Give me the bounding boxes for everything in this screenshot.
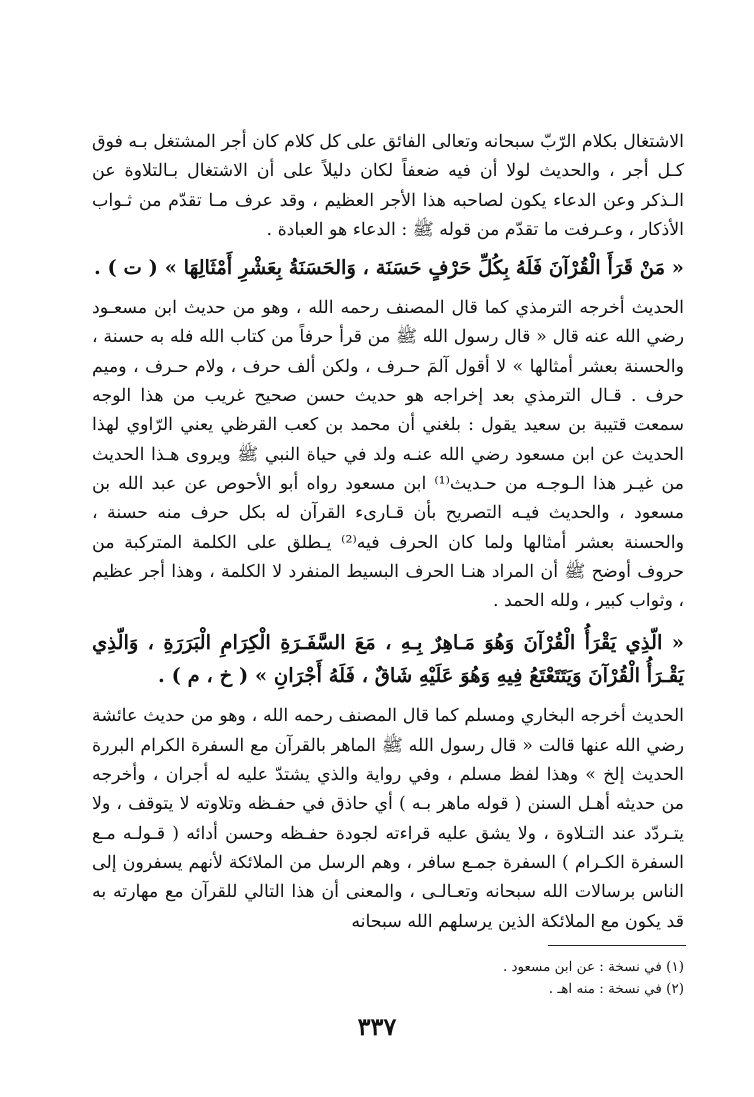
paragraph-3: الحديث أخرجه البخاري ومسلم كما قال المصنف رحمه الله ، وهو من حديث عائشة رضي الله عنها قالت « قال رسول الله ﷺ الماهر بالقرآن مع السفرة الكرام البررة الحديث إلخ » وهذا لفظ مسلم ، وفي رواية والذي يشتدّ عليه له أجران ، وأخرجه من حديثه أهـل السنن ( قوله ماهر بـه ) أي حاذق في حفـظه وتلاوته لا يتوقف ، ولا يتـردّد عند التـلاوة ، ولا يشق عليه قراءته لجودة حفـظه وحسن أدائه ( قـولـه مـع السفرة الكـرام ) السفرة جمـع سافر ، وهم الرسل من الملائكة لأنهم يسفرون إلى الناس برسالات الله سبحانه وتعـالـى ، والمعنى أن هذا التالي للقرآن مع مهارته به قد يكون مع الملائكة الذين يرسلهم الله سبحانه — [92, 706, 684, 932]
footnotes — [284, 956, 684, 1000]
page-number: ٣٣٧ — [357, 1012, 397, 1041]
paragraph-2: الحديث أخرجه الترمذي كما قال المصنف رحمه الله ، وهو من حديث ابن مسعـود رضي الله عنه قال « قال رسول الله ﷺ من قرأ حرفاً من كتاب الله فله به حسنة ، والحسنة بعشر أمثالها » لا أقول آلمَ حـرف ، ولكن ألف حرف ، ولام حـرف ، وميم حرف . قـال الترمذي بعد إخراجه هو حديث حسن صحيح غريب من هذا الوجه سمعت قتيبة بن سعيد يقول : بلغني أن محمد بن كعب القرظي يعني الرّاوي لهذا الحديث عن ابن مسعود رضي الله عنـه ولد في حياة النبي ﷺ ويروى هـذا الحديث من غيـر هذا الـوجـه من حـديث⁽¹⁾ ابن مسعود رواه أبو الأحوص عن عبد الله بن مسعود ، والحديث فيـه التصريح بأن قـارىء القرآن له بكل حرف منه حسنة ، والحسنة بعشر أمثالها ولما كان الحرف فيه⁽²⁾ يـطلق على الكلمة المتركبة من حروف أوضح ﷺ أن المراد هنـا الحرف البسيط المنفرد لا الكلمة ، وهذا أجر عظيم ، وثواب كبير ، ولله الحمد . — [92, 298, 684, 612]
paragraph-1: الاشتغال بكلام الرّبّ سبحانه وتعالى الفائق على كل كلام كان أجر المشتغل بـه فوق كـل أجر ، والحديث لولا أن فيه ضعفاً لكان دليلاً على أن الاشتغال بـالتلاوة عن الـذكر وعن الدعاء يكون لصاحبه هذا الأجر العظيم ، وقد عرف مـا تقدّم من ثـواب الأذكار ، وعـرفت ما تقدّم من قوله ﷺ : الدعاء هو العبادة . — [92, 132, 684, 240]
hadith-quote-1: « مَنْ قَرَأَ الْقُرْآنَ فَلَهُ بِكُلِّ حَرْفٍ حَسَنَة ، وَالحَسَنَةُ بِعَشْرِ أَمْثَالِهَا » ( ت ) . — [93, 256, 684, 280]
page-body — [92, 128, 684, 937]
footnote-1: (١) في نسخة : عن ابن مسعود . — [502, 959, 684, 975]
hadith-quote-2: « الّذِي يَقْرَأُ الْقُرْآنَ وَهُوَ مَـاهِرٌ بِـهِ ، مَعَ السَّفَـرَةِ الْكِرَامِ الْبَرَرَةِ ، وَالّذِي يَقْـرَأُ الْقُرْآنَ وَيَتَتَعْتَعُ فِيهِ وَهُوَ عَلَيْهِ شَاقٌ ، فَلَهُ أَجْرَانِ » ( خ ، م ) . — [92, 631, 684, 688]
footnote-2: (٢) في نسخة : منه اهـ . — [548, 981, 684, 997]
footnote-divider — [548, 945, 686, 946]
